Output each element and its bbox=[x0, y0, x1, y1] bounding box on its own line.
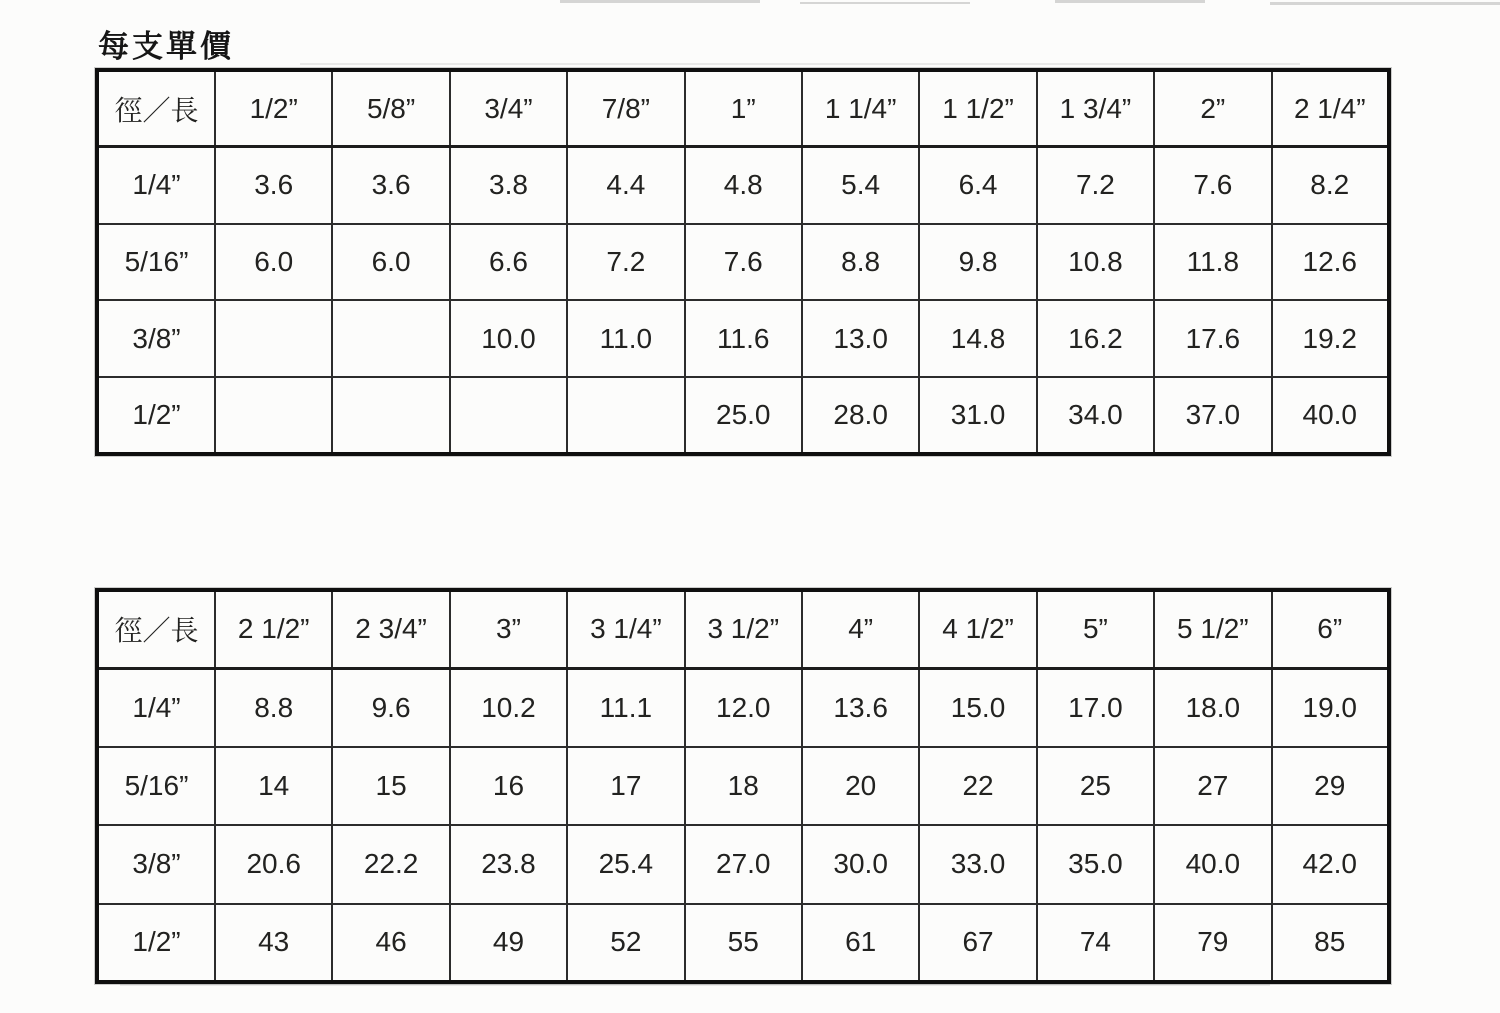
column-header: 5 1/2” bbox=[1154, 590, 1271, 668]
price-cell: 10.8 bbox=[1037, 224, 1154, 301]
header-row bbox=[97, 590, 1389, 668]
price-cell: 11.6 bbox=[685, 300, 802, 377]
price-cell: 25.0 bbox=[685, 377, 802, 454]
table-row bbox=[97, 147, 1389, 224]
column-header: 4 1/2” bbox=[919, 590, 1036, 668]
price-cell: 7.6 bbox=[1154, 147, 1271, 224]
scan-noise-mark bbox=[1270, 2, 1500, 5]
column-header: 3/4” bbox=[450, 70, 567, 147]
column-header: 2 1/2” bbox=[215, 590, 332, 668]
scan-noise-mark bbox=[800, 2, 970, 4]
price-cell: 18 bbox=[685, 747, 802, 825]
price-cell: 17.6 bbox=[1154, 300, 1271, 377]
row-label: 1/4” bbox=[97, 147, 215, 224]
price-cell: 6.4 bbox=[919, 147, 1036, 224]
price-cell: 19.0 bbox=[1272, 668, 1389, 746]
price-cell: 12.0 bbox=[685, 668, 802, 746]
price-cell: 33.0 bbox=[919, 825, 1036, 903]
price-cell: 46 bbox=[332, 904, 449, 982]
column-header: 3 1/4” bbox=[567, 590, 684, 668]
price-cell: 6.0 bbox=[332, 224, 449, 301]
price-cell: 16.2 bbox=[1037, 300, 1154, 377]
column-header: 6” bbox=[1272, 590, 1389, 668]
price-cell: 14 bbox=[215, 747, 332, 825]
column-header: 1” bbox=[685, 70, 802, 147]
table-row bbox=[97, 747, 1389, 825]
price-cell: 61 bbox=[802, 904, 919, 982]
price-cell: 9.6 bbox=[332, 668, 449, 746]
price-cell bbox=[450, 377, 567, 454]
row-label: 1/4” bbox=[97, 668, 215, 746]
table-row bbox=[97, 300, 1389, 377]
price-cell: 20 bbox=[802, 747, 919, 825]
column-header: 3 1/2” bbox=[685, 590, 802, 668]
table-row bbox=[97, 377, 1389, 454]
price-cell: 25.4 bbox=[567, 825, 684, 903]
column-header: 1 3/4” bbox=[1037, 70, 1154, 147]
price-cell: 11.0 bbox=[567, 300, 684, 377]
price-cell: 8.8 bbox=[802, 224, 919, 301]
row-label: 1/2” bbox=[97, 377, 215, 454]
table-row bbox=[97, 904, 1389, 982]
price-cell: 7.6 bbox=[685, 224, 802, 301]
price-cell: 23.8 bbox=[450, 825, 567, 903]
price-cell: 17.0 bbox=[1037, 668, 1154, 746]
price-cell bbox=[215, 377, 332, 454]
column-header: 4” bbox=[802, 590, 919, 668]
price-table-large-sizes bbox=[95, 588, 1391, 984]
row-label: 5/16” bbox=[97, 224, 215, 301]
price-cell: 22 bbox=[919, 747, 1036, 825]
price-cell: 3.6 bbox=[215, 147, 332, 224]
page-title: 每支單價 bbox=[98, 29, 234, 64]
price-cell: 13.6 bbox=[802, 668, 919, 746]
table-row bbox=[97, 224, 1389, 301]
price-cell: 29 bbox=[1272, 747, 1389, 825]
price-cell: 19.2 bbox=[1272, 300, 1389, 377]
price-cell: 7.2 bbox=[1037, 147, 1154, 224]
price-cell: 34.0 bbox=[1037, 377, 1154, 454]
price-cell: 27 bbox=[1154, 747, 1271, 825]
header-row bbox=[97, 70, 1389, 147]
scan-noise-mark bbox=[560, 0, 760, 3]
price-cell: 20.6 bbox=[215, 825, 332, 903]
scan-noise-mark bbox=[120, 984, 1270, 986]
price-cell: 15 bbox=[332, 747, 449, 825]
price-cell: 37.0 bbox=[1154, 377, 1271, 454]
column-header: 2” bbox=[1154, 70, 1271, 147]
price-cell bbox=[332, 300, 449, 377]
price-cell bbox=[567, 377, 684, 454]
price-cell: 49 bbox=[450, 904, 567, 982]
price-cell: 12.6 bbox=[1272, 224, 1389, 301]
column-header: 7/8” bbox=[567, 70, 684, 147]
price-cell: 74 bbox=[1037, 904, 1154, 982]
column-header: 2 3/4” bbox=[332, 590, 449, 668]
corner-label: 徑／長 bbox=[97, 590, 215, 668]
price-cell: 15.0 bbox=[919, 668, 1036, 746]
price-cell: 40.0 bbox=[1272, 377, 1389, 454]
price-cell bbox=[215, 300, 332, 377]
price-cell: 79 bbox=[1154, 904, 1271, 982]
price-cell: 3.8 bbox=[450, 147, 567, 224]
price-cell: 11.1 bbox=[567, 668, 684, 746]
price-cell: 25 bbox=[1037, 747, 1154, 825]
price-cell: 13.0 bbox=[802, 300, 919, 377]
row-label: 1/2” bbox=[97, 904, 215, 982]
price-cell: 5.4 bbox=[802, 147, 919, 224]
scan-noise-mark bbox=[300, 63, 1300, 65]
price-cell: 16 bbox=[450, 747, 567, 825]
price-cell: 17 bbox=[567, 747, 684, 825]
column-header: 2 1/4” bbox=[1272, 70, 1389, 147]
price-cell: 43 bbox=[215, 904, 332, 982]
price-cell: 10.2 bbox=[450, 668, 567, 746]
price-cell: 9.8 bbox=[919, 224, 1036, 301]
price-cell: 85 bbox=[1272, 904, 1389, 982]
price-cell: 27.0 bbox=[685, 825, 802, 903]
price-cell: 6.0 bbox=[215, 224, 332, 301]
price-cell: 14.8 bbox=[919, 300, 1036, 377]
table-row bbox=[97, 825, 1389, 903]
column-header: 5/8” bbox=[332, 70, 449, 147]
column-header: 3” bbox=[450, 590, 567, 668]
price-cell: 4.8 bbox=[685, 147, 802, 224]
price-table-small-sizes bbox=[95, 68, 1391, 456]
price-cell: 3.6 bbox=[332, 147, 449, 224]
price-cell: 8.2 bbox=[1272, 147, 1389, 224]
price-cell bbox=[332, 377, 449, 454]
price-cell: 11.8 bbox=[1154, 224, 1271, 301]
table-row bbox=[97, 668, 1389, 746]
column-header: 1/2” bbox=[215, 70, 332, 147]
price-cell: 30.0 bbox=[802, 825, 919, 903]
price-cell: 8.8 bbox=[215, 668, 332, 746]
price-cell: 67 bbox=[919, 904, 1036, 982]
price-cell: 18.0 bbox=[1154, 668, 1271, 746]
price-cell: 10.0 bbox=[450, 300, 567, 377]
price-cell: 35.0 bbox=[1037, 825, 1154, 903]
price-cell: 7.2 bbox=[567, 224, 684, 301]
row-label: 3/8” bbox=[97, 825, 215, 903]
price-cell: 52 bbox=[567, 904, 684, 982]
price-cell: 6.6 bbox=[450, 224, 567, 301]
column-header: 1 1/4” bbox=[802, 70, 919, 147]
row-label: 5/16” bbox=[97, 747, 215, 825]
price-cell: 40.0 bbox=[1154, 825, 1271, 903]
price-cell: 42.0 bbox=[1272, 825, 1389, 903]
row-label: 3/8” bbox=[97, 300, 215, 377]
column-header: 5” bbox=[1037, 590, 1154, 668]
price-cell: 31.0 bbox=[919, 377, 1036, 454]
price-cell: 55 bbox=[685, 904, 802, 982]
column-header: 1 1/2” bbox=[919, 70, 1036, 147]
corner-label: 徑／長 bbox=[97, 70, 215, 147]
price-cell: 4.4 bbox=[567, 147, 684, 224]
price-cell: 28.0 bbox=[802, 377, 919, 454]
scan-noise-mark bbox=[1055, 0, 1205, 3]
price-cell: 22.2 bbox=[332, 825, 449, 903]
